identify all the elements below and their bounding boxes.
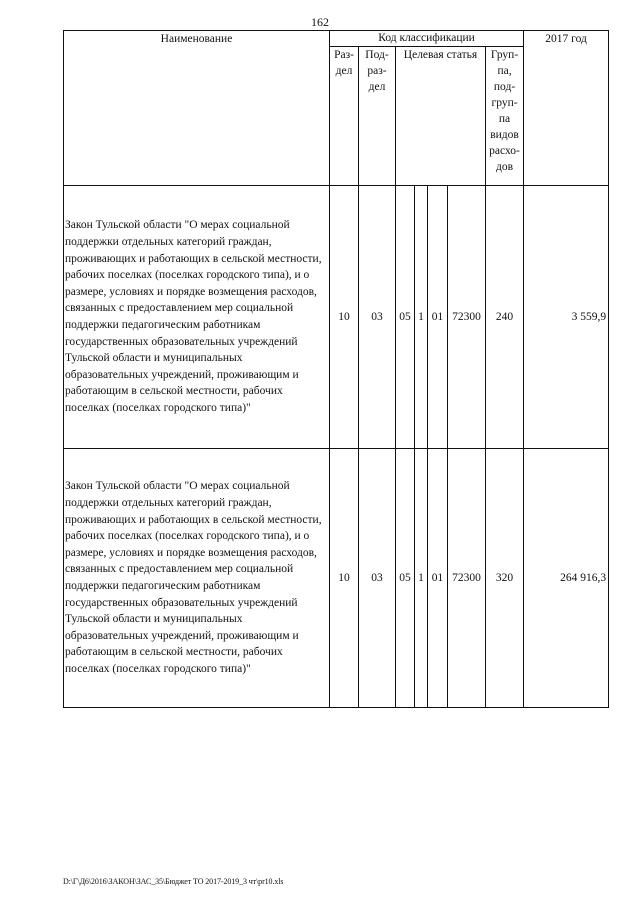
row-target-part-2: 1 — [415, 186, 428, 449]
header-year: 2017 год — [524, 31, 609, 186]
row-target-part-3: 01 — [428, 186, 448, 449]
header-razdel: Раз- дел — [330, 47, 359, 186]
header-expense-group: Груп- па, под- груп- па видов расхо- дов — [486, 47, 524, 186]
header-row-top — [64, 31, 609, 47]
row-expense-group: 240 — [486, 186, 524, 449]
row-target-part-1: 05 — [396, 186, 415, 449]
row-razdel: 10 — [330, 186, 359, 449]
table-row — [64, 449, 609, 708]
row-podrazdel: 03 — [359, 449, 396, 708]
row-target-part-3: 01 — [428, 449, 448, 708]
budget-table — [63, 30, 609, 708]
row-expense-group: 320 — [486, 449, 524, 708]
row-target-part-4: 72300 — [448, 186, 486, 449]
row-amount: 3 559,9 — [524, 186, 609, 449]
row-target-part-1: 05 — [396, 449, 415, 708]
row-amount: 264 916,3 — [524, 449, 609, 708]
row-name: Закон Тульской области "О мерах социальной поддержки отдельных категорий граждан, проживающих и работающих в сельской местности, рабочих поселках (поселках городского типа), и о размере, условиях и порядке возмещения расходов, связанных с предоставлением мер социальной поддержки педагогическим работникам государственных образовательных учреждений Тульской области и муниципальных образовательных учреждений, проживающим и работающим в сельской местности, рабочих поселках (поселках городского типа)" — [64, 186, 330, 449]
row-target-part-2: 1 — [415, 449, 428, 708]
header-target-article: Целевая статья — [396, 47, 486, 186]
footer-file-path: D:\Г\Д6\2016\ЗАКОН\ЗАС_35\Бюджет ТО 2017-2019_3 чт\pr10.xls — [63, 877, 284, 886]
header-code-classification: Код классификации — [330, 31, 524, 47]
header-podrazdel: Под- раз- дел — [359, 47, 396, 186]
table-row — [64, 186, 609, 449]
row-name: Закон Тульской области "О мерах социальной поддержки отдельных категорий граждан, проживающих и работающих в сельской местности, рабочих поселках (поселках городского типа), и о размере, условиях и порядке возмещения расходов, связанных с предоставлением мер социальной поддержки педагогическим работникам государственных образовательных учреждений Тульской области и муниципальных образовательных учреждений, проживающим и работающим в сельской местности, рабочих поселках (поселках городского типа)" — [64, 449, 330, 708]
page-number: 162 — [311, 15, 329, 29]
row-razdel: 10 — [330, 449, 359, 708]
row-target-part-4: 72300 — [448, 449, 486, 708]
header-name: Наименование — [64, 31, 330, 186]
row-podrazdel: 03 — [359, 186, 396, 449]
